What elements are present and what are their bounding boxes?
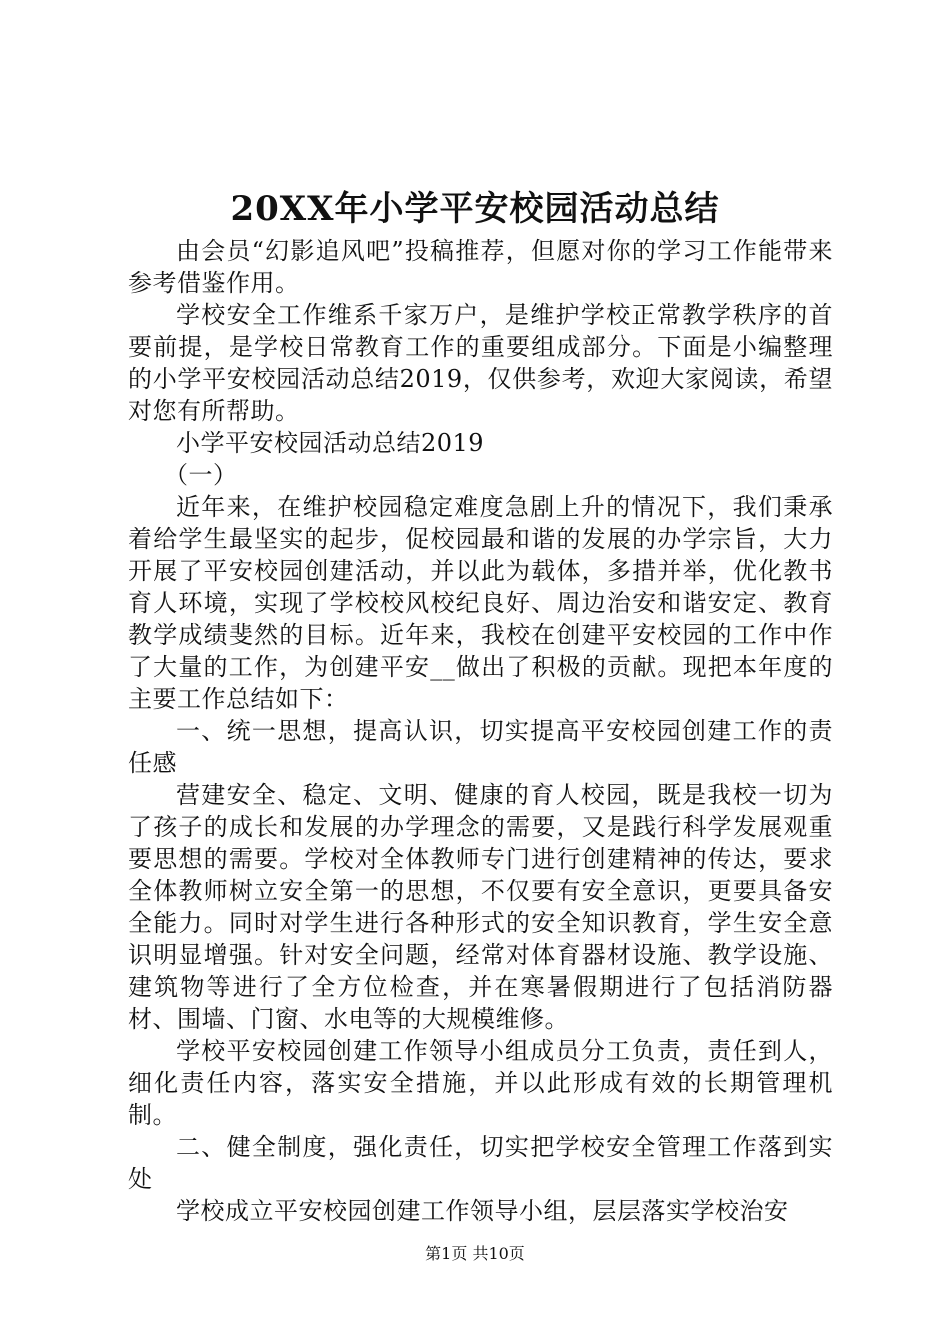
paragraph: 学校平安校园创建工作领导小组成员分工负责，责任到人，细化责任内容，落实安全措施，并以此形成有效的长期管理机制。 bbox=[128, 1037, 833, 1129]
paragraph: 近年来，在维护校园稳定难度急剧上升的情况下，我们秉承着给学生最坚实的起步，促校园最和谐的发展的办学宗旨，大力开展了平安校园创建活动，并以此为载体，多措并举，优化教书育人环境，实现了学校校风校纪良好、周边治安和谐安定、教育教学成绩斐然的目标。近年来，我校在创建平安校园的工作中作了大量的工作，为创建平安__做出了积极的贡献。现把本年度的主要工作总结如下： bbox=[128, 493, 833, 713]
paragraph: 由会员“幻影追风吧”投稿推荐，但愿对你的学习工作能带来参考借鉴作用。 bbox=[128, 237, 833, 297]
document-title: 20XX年小学平安校园活动总结 bbox=[230, 189, 720, 229]
section-heading: 小学平安校园活动总结2019 bbox=[176, 429, 485, 457]
subsection-heading: 二、健全制度，强化责任，切实把学校安全管理工作落到实处 bbox=[128, 1133, 833, 1193]
paragraph: 营建安全、稳定、文明、健康的育人校园，既是我校一切为了孩子的成长和发展的办学理念的需要，又是践行科学发展观重要思想的需要。学校对全体教师专门进行创建精神的传达，要求全体教师树立安全第一的思想，不仅要有安全意识，更要具备安全能力。同时对学生进行各种形式的安全知识教育，学生安全意识明显增强。针对安全问题，经常对体育器材设施、教学设施、建筑物等进行了全方位检查，并在寒暑假期进行了包括消防器材、围墙、门窗、水电等的大规模维修。 bbox=[128, 781, 833, 1033]
paragraph: 学校安全工作维系千家万户，是维护学校正常教学秩序的首要前提，是学校日常教育工作的重要组成部分。下面是小编整理的小学平安校园活动总结2019，仅供参考，欢迎大家阅读，希望对您有所帮助。 bbox=[128, 301, 833, 425]
page-footer: 第1页 共10页 bbox=[425, 1244, 525, 1263]
paragraph: 学校成立平安校园创建工作领导小组，层层落实学校治安 bbox=[176, 1197, 789, 1225]
section-number: （一） bbox=[164, 461, 238, 489]
document-body bbox=[128, 235, 833, 1227]
subsection-heading: 一、统一思想，提高认识，切实提高平安校园创建工作的责任感 bbox=[128, 717, 833, 777]
